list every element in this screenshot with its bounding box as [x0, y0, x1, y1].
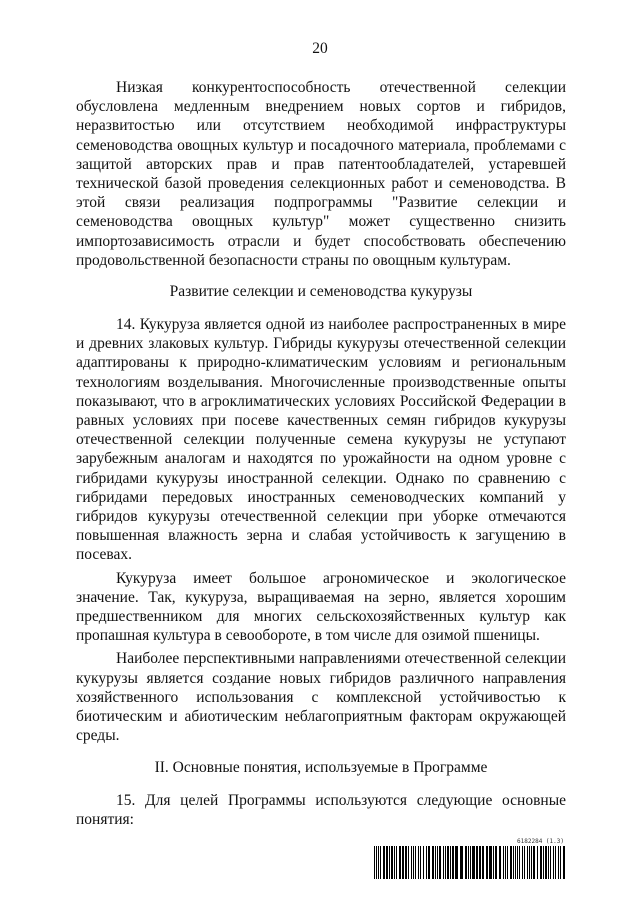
- document-code: 6182284 (1.3): [517, 838, 564, 845]
- document-body: [76, 78, 566, 833]
- heading-section-ii: II. Основные понятия, используемые в Программе: [154, 758, 488, 776]
- page-number: 20: [312, 40, 328, 57]
- paragraph-corn-directions: Наиболее перспективными направлениями отечественной селекции кукурузы является создание новых гибридов различного направления хозяйственного использования с комплексной устойчивостью к биотическим и абиотическим неблагоприятным факторам окружающей среды.: [76, 650, 566, 745]
- paragraph-selection-weakness: Низкая конкурентоспособность отечественной селекции обусловлена медленным внедрением новых сортов и гибридов, неразвитостью или отсутствием необходимой инфраструктуры семеноводства овощных культур и посадочного материала, проблемами с защитой авторских прав и прав патентообладателей, устаревшей технической базой проведения селекционных работ и семеноводства. В этой связи реализация подпрограммы "Развитие селекции и семеноводства овощных культур" может существенно снизить импортозависимость отрасли и будет способствовать обеспечению продовольственной безопасности страны по овощным культурам.: [76, 79, 566, 269]
- paragraph-15-definitions: 15. Для целей Программы используются следующие основные понятия:: [76, 791, 566, 828]
- paragraph-corn-14: 14. Кукуруза является одной из наиболее распространенных в мире и древних злаковых культур. Гибриды кукурузы отечественной селекции адаптированы к природно-климатическим условиям и региональным технологиям возделывания. Многочисленные производственные опыты показывают, что в агроклиматических условиях Российской Федерации в равных условиях при посеве качественных семян гибридов кукурузы отечественной селекции полученные семена кукурузы не уступают зарубежным аналогам и находятся по урожайности на одном уровне с гибридами кукурузы иностранной селекции. Однако по сравнению с гибридами передовых иностранных семеноводческих компаний у гибридов кукурузы отечественной селекции при уборке отмечаются повышенная влажность зерна и слабая устойчивость к загущению в посевах.: [76, 316, 566, 564]
- heading-corn-section: Развитие селекции и семеноводства кукурузы: [169, 283, 473, 301]
- paragraph-corn-importance: Кукуруза имеет большое агрономическое и экологическое значение. Так, кукуруза, выращиваемая на зерно, является хорошим предшественником для многих сельскохозяйственных культур как пропашная культура в севообороте, в том числе для озимой пшеницы.: [76, 569, 566, 645]
- barcode-image: [374, 846, 567, 879]
